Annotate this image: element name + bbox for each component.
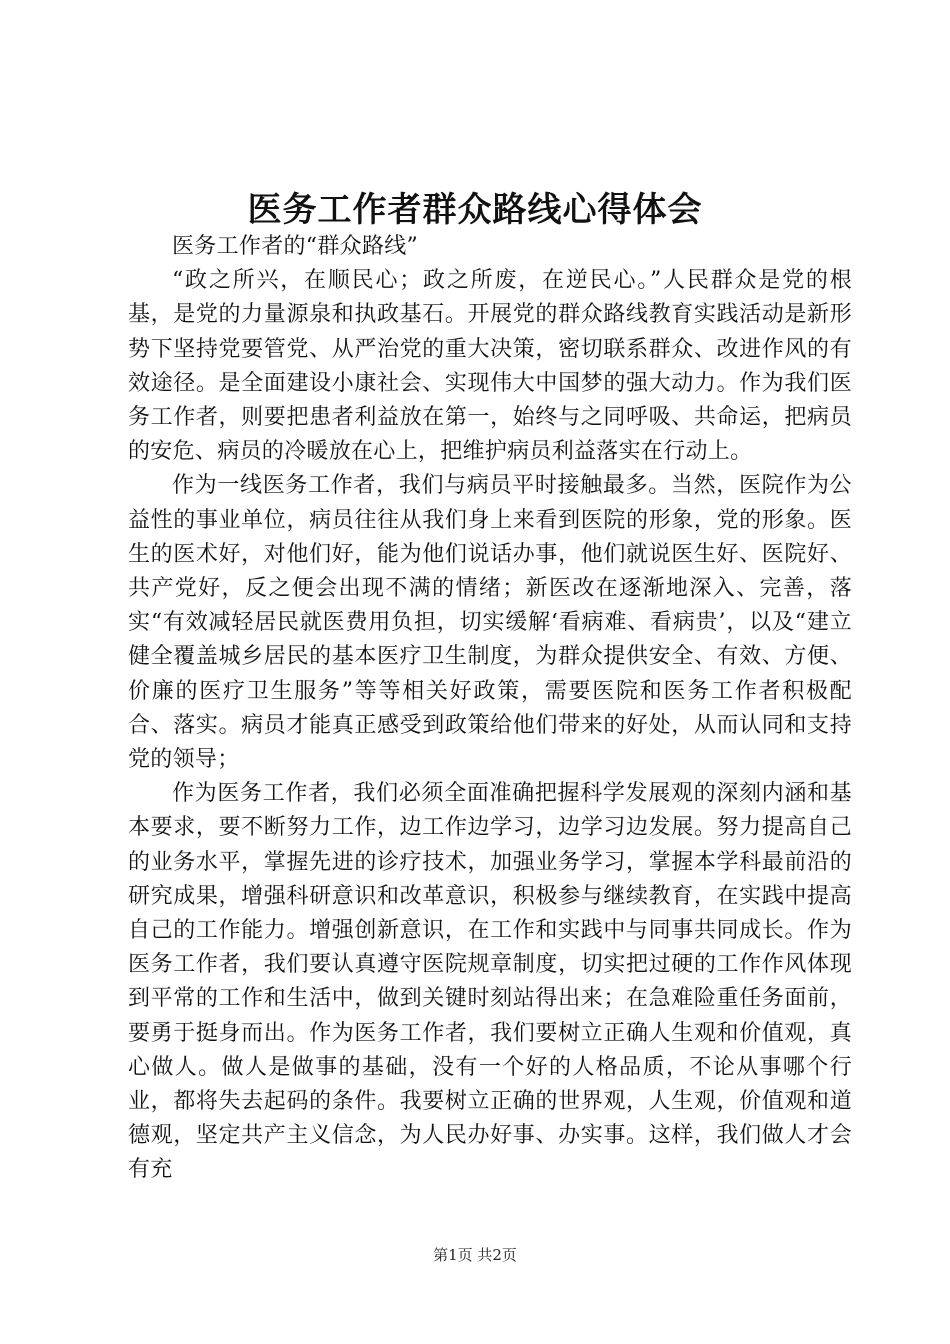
body-paragraph: “政之所兴，在顺民心；政之所废，在逆民心。”人民群众是党的根基，是党的力量源泉和执政基石。开展党的群众路线教育实践活动是新形势下坚持党要管党、从严治党的重大决策，密切联系群众、改进作风的有效途径。是全面建设小康社会、实现伟大中国梦的强大动力。作为我们医务工作者，则要把患者利益放在第一，始终与之同呼吸、共命运，把病员的安危、病员的冷暖放在心上，把维护病员利益落实在行动上。	[128, 268, 852, 465]
body-paragraph: 作为一线医务工作者，我们与病员平时接触最多。当然，医院作为公益性的事业单位，病员往往从我们身上来看到医院的形象，党的形象。医生的医术好，对他们好，能为他们说话办事，他们就说医生好、医院好、共产党好，反之便会出现不满的情绪；新医改在逐渐地深入、完善，落实“有效减轻居民就医费用负担，切实缓解‘看病难、看病贵’，以及“建立健全覆盖城乡居民的基本医疗卫生制度，为群众提供安全、有效、方便、价廉的医疗卫生服务”等等相关好政策，需要医院和医务工作者积极配合、落实。病员才能真正感受到政策给他们带来的好处，从而认同和支持党的领导；	[128, 473, 852, 773]
body-paragraph: 作为医务工作者，我们必须全面准确把握科学发展观的深刻内涵和基本要求，要不断努力工作，边工作边学习，边学习边发展。努力提高自己的业务水平，掌握先进的诊疗技术，加强业务学习，掌握本学科最前沿的研究成果，增强科研意识和改革意识，积极参与继续教育，在实践中提高自己的工作能力。增强创新意识，在工作和实践中与同事共同成长。作为医务工作者，我们要认真遵守医院规章制度，切实把过硬的工作作风体现到平常的工作和生活中，做到关键时刻站得出来；在急难险重任务面前，要勇于挺身而出。作为医务工作者，我们要树立正确人生观和价值观，真心做人。做人是做事的基础，没有一个好的人格品质，不论从事哪个行业，都将失去起码的条件。我要树立正确的世界观，人生观，价值观和道德观，坚定共产主义信念，为人民办好事、办实事。这样，我们做人才会有充	[128, 781, 852, 1183]
document-body	[128, 230, 852, 1188]
subtitle-paragraph: 医务工作者的“群众路线”	[172, 234, 419, 259]
page-number-footer: 第1页 共2页	[433, 1246, 517, 1264]
document-title: 医务工作者群众路线心得体会	[247, 190, 703, 230]
